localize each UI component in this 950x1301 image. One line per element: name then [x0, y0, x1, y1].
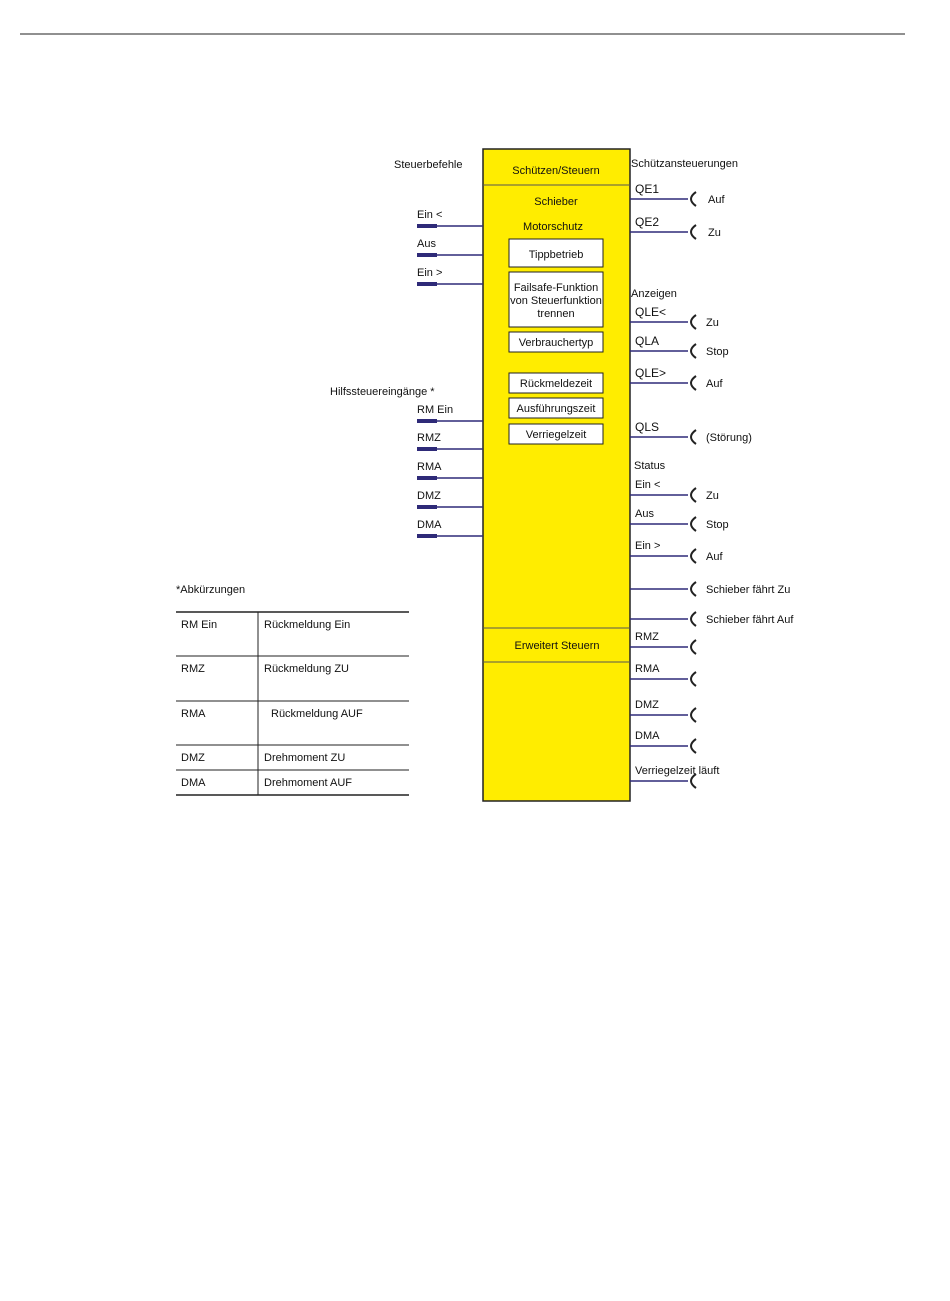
- table-cell-abbr: RMA: [181, 708, 206, 720]
- output-signal: [630, 508, 729, 531]
- output-signal-label: RMA: [635, 663, 660, 675]
- output-connector-arc: [691, 344, 696, 358]
- input-connector: [417, 505, 437, 509]
- output-signal-label: Ein >: [635, 540, 661, 552]
- output-signal: [630, 420, 752, 444]
- input-connector: [417, 534, 437, 538]
- output-connector-arc: [691, 225, 696, 239]
- steuerbefehle-title: Steuerbefehle: [394, 159, 463, 171]
- output-signal: [630, 479, 719, 502]
- output-signal-label: QLA: [635, 334, 660, 348]
- output-signal: [630, 334, 729, 358]
- output-signal: [630, 215, 721, 239]
- output-connector-arc: [691, 430, 696, 444]
- output-connector-arc: [691, 739, 696, 753]
- input-connector: [417, 419, 437, 423]
- output-signal: [630, 663, 696, 686]
- output-connector-arc: [691, 612, 696, 626]
- anzeigen-title: Anzeigen: [631, 288, 677, 300]
- output-signal-label: Aus: [635, 508, 654, 520]
- input-connector: [417, 282, 437, 286]
- output-signal-label: Ein <: [635, 479, 661, 491]
- output-signal: [630, 631, 696, 654]
- block-header-label: Schützen/Steuern: [512, 165, 600, 177]
- output-signal: [630, 366, 723, 390]
- output-label: Zu: [708, 227, 721, 239]
- output-label: Schieber fährt Zu: [706, 584, 791, 596]
- output-signal-label: Verriegelzeit läuft: [635, 765, 720, 777]
- box-verriegelzeit-label: Verriegelzeit: [525, 429, 587, 441]
- output-signal: [630, 612, 794, 626]
- output-connector-arc: [691, 192, 696, 206]
- output-label: Schieber fährt Auf: [706, 614, 794, 626]
- output-signal: [630, 765, 719, 788]
- input-hilfssteuereingang: [417, 461, 483, 480]
- input-label: Ein >: [417, 267, 443, 279]
- output-label: (Störung): [706, 432, 752, 444]
- table-row: [176, 663, 409, 701]
- input-label: DMA: [417, 519, 442, 531]
- output-signal: [630, 699, 696, 722]
- output-connector-arc: [691, 640, 696, 654]
- output-signal-label: QLE>: [635, 366, 667, 380]
- input-label: RM Ein: [417, 404, 454, 416]
- table-cell-meaning: Rückmeldung ZU: [264, 663, 349, 675]
- table-cell-meaning: Rückmeldung AUF: [271, 708, 363, 720]
- output-signal-label: QLS: [635, 420, 660, 434]
- output-signal-label: RMZ: [635, 631, 659, 643]
- table-row: [176, 708, 409, 745]
- block-line-schieber: Schieber: [534, 196, 578, 208]
- output-signal: [630, 582, 790, 596]
- output-label: Zu: [706, 490, 719, 502]
- left-inputs: [417, 209, 483, 538]
- table-cell-meaning: Rückmeldung Ein: [264, 619, 351, 631]
- box-ausfuehrungszeit-label: Ausführungszeit: [516, 403, 596, 415]
- input-steuerbefehl: [417, 209, 483, 228]
- table-cell-meaning: Drehmoment ZU: [264, 752, 346, 764]
- box-rueckmeldezeit-label: Rückmeldezeit: [519, 378, 593, 390]
- output-signal: [630, 182, 725, 206]
- box-tippbetrieb-label: Tippbetrieb: [528, 249, 584, 261]
- output-signal-label: DMA: [635, 730, 660, 742]
- input-connector: [417, 224, 437, 228]
- output-signal-label: DMZ: [635, 699, 659, 711]
- output-label: Auf: [706, 378, 723, 390]
- box-failsafe-line1: Failsafe-Funktion: [513, 282, 599, 294]
- hilfssteuereingaenge-title: Hilfssteuereingänge *: [330, 386, 435, 398]
- output-connector-arc: [691, 517, 696, 531]
- input-hilfssteuereingang: [417, 404, 483, 423]
- input-hilfssteuereingang: [417, 432, 483, 451]
- box-verbrauchertyp-label: Verbrauchertyp: [518, 337, 594, 349]
- output-connector-arc: [691, 315, 696, 329]
- input-label: DMZ: [417, 490, 441, 502]
- schuetzansteuerungen-title: Schützansteuerungen: [631, 158, 739, 170]
- table-row: [176, 777, 409, 795]
- input-hilfssteuereingang: [417, 490, 483, 509]
- input-hilfssteuereingang: [417, 519, 483, 538]
- output-connector-arc: [691, 549, 696, 563]
- right-outputs: [630, 182, 794, 788]
- table-cell-abbr: RM Ein: [181, 619, 218, 631]
- table-cell-abbr: RMZ: [181, 663, 205, 675]
- block-line-motorschutz: Motorschutz: [523, 221, 583, 233]
- output-signal-label: QLE<: [635, 305, 667, 319]
- output-label: Stop: [706, 346, 729, 358]
- output-connector-arc: [691, 672, 696, 686]
- output-connector-arc: [691, 708, 696, 722]
- box-failsafe-line3: trennen: [537, 308, 575, 320]
- output-connector-arc: [691, 376, 696, 390]
- status-title: Status: [634, 460, 666, 472]
- table-row: [176, 619, 409, 656]
- output-label: Stop: [706, 519, 729, 531]
- input-label: RMZ: [417, 432, 441, 444]
- box-failsafe-line2: von Steuerfunktion: [510, 295, 602, 307]
- table-row: [176, 752, 409, 770]
- output-label: Auf: [706, 551, 723, 563]
- output-signal: [630, 540, 723, 563]
- abbreviations-table: [176, 612, 409, 795]
- input-steuerbefehl: [417, 238, 483, 257]
- output-signal-label: QE1: [635, 182, 660, 196]
- input-steuerbefehl: [417, 267, 483, 286]
- input-connector: [417, 253, 437, 257]
- block-extended-label: Erweitert Steuern: [514, 640, 600, 652]
- input-label: Aus: [417, 238, 436, 250]
- input-connector: [417, 476, 437, 480]
- input-label: RMA: [417, 461, 442, 473]
- input-label: Ein <: [417, 209, 443, 221]
- output-connector-arc: [691, 582, 696, 596]
- output-label: Zu: [706, 317, 719, 329]
- table-cell-meaning: Drehmoment AUF: [264, 777, 353, 789]
- output-connector-arc: [691, 488, 696, 502]
- output-signal: [630, 305, 719, 329]
- input-connector: [417, 447, 437, 451]
- abbreviations-title: *Abkürzungen: [176, 584, 246, 596]
- output-signal-label: QE2: [635, 215, 660, 229]
- output-label: Auf: [708, 194, 725, 206]
- table-cell-abbr: DMA: [181, 777, 206, 789]
- output-signal: [630, 730, 696, 753]
- table-cell-abbr: DMZ: [181, 752, 205, 764]
